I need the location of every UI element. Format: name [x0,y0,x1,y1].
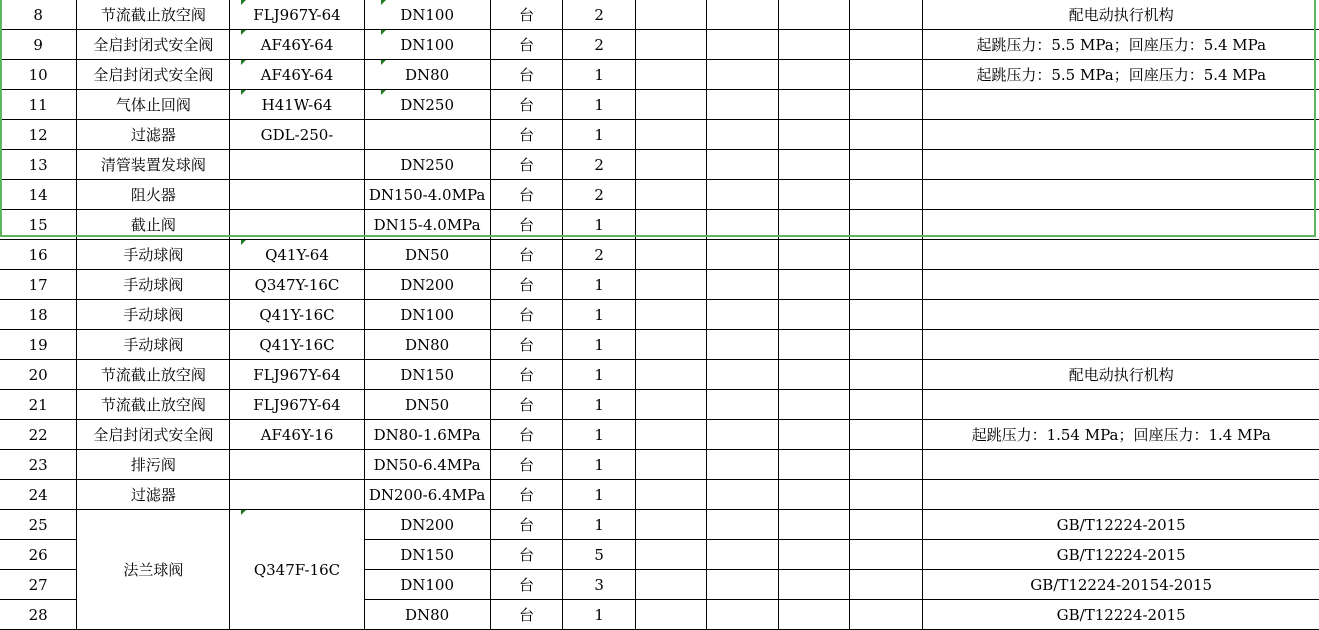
cell-model[interactable]: FLJ967Y-64 [230,360,364,390]
cell-qty[interactable]: 1 [563,210,635,240]
cell-no[interactable]: 27 [0,570,77,600]
cell-empty-2[interactable] [707,30,779,60]
cell-model[interactable]: AF46Y-16 [230,420,364,450]
cell-unit[interactable]: 台 [490,450,563,480]
cell-spec[interactable]: DN80-1.6MPa [364,420,490,450]
cell-unit[interactable]: 台 [490,300,563,330]
cell-note[interactable] [923,120,1319,150]
cell-empty-2[interactable] [707,240,779,270]
cell-empty-1[interactable] [635,360,706,390]
cell-empty-3[interactable] [779,30,850,60]
cell-note[interactable]: GB/T12224-2015 [923,510,1319,540]
cell-empty-1[interactable] [635,270,706,300]
cell-note[interactable] [923,390,1319,420]
cell-model[interactable]: Q41Y-64 [230,240,364,270]
cell-empty-3[interactable] [779,180,850,210]
cell-model[interactable]: FLJ967Y-64 [230,0,364,30]
cell-unit[interactable]: 台 [490,480,563,510]
cell-spec[interactable]: DN100 [364,0,490,30]
cell-empty-2[interactable] [707,570,779,600]
cell-empty-3[interactable] [779,420,850,450]
cell-name[interactable]: 过滤器 [77,480,230,510]
cell-note[interactable]: 起跳压力：5.5 MPa；回座压力：5.4 MPa [923,60,1319,90]
cell-unit[interactable]: 台 [490,510,563,540]
cell-spec[interactable]: DN200-6.4MPa [364,480,490,510]
cell-empty-1[interactable] [635,330,706,360]
cell-spec[interactable] [364,120,490,150]
table-row [0,60,1319,90]
cell-empty-3[interactable] [779,600,850,630]
cell-empty-2[interactable] [707,600,779,630]
cell-empty-2[interactable] [707,180,779,210]
cell-empty-1[interactable] [635,150,706,180]
table-row [0,90,1319,120]
cell-name[interactable]: 气体止回阀 [77,90,230,120]
cell-empty-4[interactable] [850,600,923,630]
cell-spec[interactable]: DN150 [364,540,490,570]
cell-empty-4[interactable] [850,60,923,90]
cell-empty-3[interactable] [779,150,850,180]
cell-empty-4[interactable] [850,270,923,300]
cell-no[interactable]: 13 [0,150,77,180]
cell-empty-2[interactable] [707,150,779,180]
cell-empty-2[interactable] [707,540,779,570]
cell-unit[interactable]: 台 [490,120,563,150]
cell-no[interactable]: 9 [0,30,77,60]
cell-note[interactable]: GB/T12224-2015 [923,600,1319,630]
cell-empty-4[interactable] [850,0,923,30]
cell-empty-3[interactable] [779,240,850,270]
table-row [0,0,1319,30]
cell-empty-2[interactable] [707,210,779,240]
cell-empty-3[interactable] [779,570,850,600]
cell-qty[interactable]: 1 [563,600,635,630]
cell-spec[interactable]: DN200 [364,270,490,300]
cell-note[interactable]: GB/T12224-2015 [923,540,1319,570]
cell-no[interactable]: 24 [0,480,77,510]
cell-spec[interactable]: DN80 [364,330,490,360]
cell-no[interactable]: 20 [0,360,77,390]
cell-empty-1[interactable] [635,390,706,420]
cell-empty-1[interactable] [635,30,706,60]
table-row [0,420,1319,450]
cell-empty-4[interactable] [850,330,923,360]
table-row [0,210,1319,240]
cell-qty[interactable]: 2 [563,0,635,30]
cell-model[interactable]: H41W-64 [230,90,364,120]
cell-empty-2[interactable] [707,420,779,450]
cell-no[interactable]: 16 [0,240,77,270]
cell-empty-2[interactable] [707,300,779,330]
cell-no[interactable]: 23 [0,450,77,480]
cell-note[interactable] [923,480,1319,510]
cell-empty-4[interactable] [850,570,923,600]
cell-qty[interactable]: 5 [563,540,635,570]
cell-empty-3[interactable] [779,210,850,240]
cell-name[interactable]: 全启封闭式安全阀 [77,60,230,90]
cell-model[interactable]: FLJ967Y-64 [230,390,364,420]
cell-unit[interactable]: 台 [490,600,563,630]
cell-unit[interactable]: 台 [490,0,563,30]
cell-empty-3[interactable] [779,330,850,360]
cell-no[interactable]: 14 [0,180,77,210]
cell-spec[interactable]: DN250 [364,90,490,120]
cell-name[interactable]: 手动球阀 [77,240,230,270]
cell-name[interactable]: 手动球阀 [77,270,230,300]
cell-qty[interactable]: 1 [563,90,635,120]
table-row [0,360,1319,390]
cell-model[interactable] [230,450,364,480]
cell-qty[interactable]: 1 [563,450,635,480]
table-row [0,450,1319,480]
cell-model[interactable] [230,210,364,240]
cell-unit[interactable]: 台 [490,330,563,360]
cell-empty-1[interactable] [635,570,706,600]
cell-unit[interactable]: 台 [490,570,563,600]
cell-qty[interactable]: 3 [563,570,635,600]
cell-spec[interactable]: DN80 [364,600,490,630]
cell-name[interactable]: 节流截止放空阀 [77,0,230,30]
cell-no[interactable]: 17 [0,270,77,300]
cell-spec[interactable]: DN100 [364,570,490,600]
cell-name[interactable]: 手动球阀 [77,300,230,330]
cell-empty-1[interactable] [635,480,706,510]
cell-name[interactable]: 过滤器 [77,120,230,150]
cell-empty-1[interactable] [635,300,706,330]
cell-model[interactable]: Q347Y-16C [230,270,364,300]
cell-qty[interactable]: 2 [563,180,635,210]
cell-unit[interactable]: 台 [490,270,563,300]
cell-model[interactable]: AF46Y-64 [230,60,364,90]
cell-note[interactable]: 配电动执行机构 [923,0,1319,30]
cell-empty-2[interactable] [707,480,779,510]
cell-model-merged[interactable]: Q347F-16C [230,510,364,630]
cell-spec[interactable]: DN150 [364,360,490,390]
cell-unit[interactable]: 台 [490,30,563,60]
cell-empty-2[interactable] [707,60,779,90]
cell-empty-2[interactable] [707,360,779,390]
cell-empty-3[interactable] [779,450,850,480]
cell-empty-4[interactable] [850,120,923,150]
cell-empty-3[interactable] [779,300,850,330]
cell-empty-1[interactable] [635,90,706,120]
cell-name[interactable]: 清管装置发球阀 [77,150,230,180]
cell-empty-1[interactable] [635,180,706,210]
cell-no[interactable]: 11 [0,90,77,120]
cell-unit[interactable]: 台 [490,180,563,210]
cell-name[interactable]: 手动球阀 [77,330,230,360]
cell-empty-1[interactable] [635,60,706,90]
cell-qty[interactable]: 2 [563,240,635,270]
cell-empty-4[interactable] [850,450,923,480]
cell-qty[interactable]: 1 [563,480,635,510]
cell-note[interactable]: GB/T12224-20154-2015 [923,570,1319,600]
cell-no[interactable]: 18 [0,300,77,330]
cell-note[interactable] [923,240,1319,270]
cell-spec[interactable]: DN250 [364,150,490,180]
cell-note[interactable] [923,270,1319,300]
cell-empty-4[interactable] [850,510,923,540]
cell-name[interactable]: 节流截止放空阀 [77,360,230,390]
cell-note[interactable]: 起跳压力：1.54 MPa；回座压力：1.4 MPa [923,420,1319,450]
cell-empty-3[interactable] [779,0,850,30]
cell-spec[interactable]: DN150-4.0MPa [364,180,490,210]
cell-model[interactable] [230,180,364,210]
cell-empty-3[interactable] [779,480,850,510]
cell-empty-2[interactable] [707,390,779,420]
table-row [0,300,1319,330]
cell-empty-2[interactable] [707,270,779,300]
cell-spec[interactable]: DN80 [364,60,490,90]
cell-empty-4[interactable] [850,210,923,240]
cell-note[interactable] [923,150,1319,180]
cell-no[interactable]: 10 [0,60,77,90]
cell-note[interactable] [923,210,1319,240]
cell-spec[interactable]: DN100 [364,30,490,60]
cell-empty-4[interactable] [850,150,923,180]
cell-unit[interactable]: 台 [490,60,563,90]
cell-model[interactable]: Q41Y-16C [230,330,364,360]
cell-empty-4[interactable] [850,300,923,330]
cell-empty-2[interactable] [707,510,779,540]
cell-empty-1[interactable] [635,450,706,480]
cell-qty[interactable]: 1 [563,120,635,150]
cell-empty-3[interactable] [779,90,850,120]
cell-spec[interactable]: DN50 [364,240,490,270]
cell-name[interactable]: 全启封闭式安全阀 [77,30,230,60]
cell-empty-4[interactable] [850,480,923,510]
cell-empty-4[interactable] [850,420,923,450]
cell-qty[interactable]: 2 [563,150,635,180]
cell-empty-1[interactable] [635,120,706,150]
cell-empty-3[interactable] [779,390,850,420]
cell-qty[interactable]: 1 [563,510,635,540]
cell-unit[interactable]: 台 [490,210,563,240]
cell-unit[interactable]: 台 [490,150,563,180]
cell-spec[interactable]: DN50-6.4MPa [364,450,490,480]
cell-empty-1[interactable] [635,0,706,30]
cell-model[interactable] [230,150,364,180]
cell-empty-4[interactable] [850,90,923,120]
cell-empty-2[interactable] [707,120,779,150]
cell-no[interactable]: 26 [0,540,77,570]
cell-empty-2[interactable] [707,450,779,480]
cell-empty-4[interactable] [850,180,923,210]
cell-empty-1[interactable] [635,240,706,270]
cell-name[interactable]: 阻火器 [77,180,230,210]
cell-unit[interactable]: 台 [490,390,563,420]
cell-qty[interactable]: 1 [563,390,635,420]
table-row [0,120,1319,150]
cell-note[interactable] [923,300,1319,330]
cell-no[interactable]: 21 [0,390,77,420]
table-row [0,480,1319,510]
cell-note[interactable] [923,180,1319,210]
cell-empty-2[interactable] [707,330,779,360]
table-row [0,330,1319,360]
cell-no[interactable]: 28 [0,600,77,630]
cell-name[interactable]: 截止阀 [77,210,230,240]
cell-model[interactable]: Q41Y-16C [230,300,364,330]
cell-note[interactable]: 配电动执行机构 [923,360,1319,390]
cell-note[interactable] [923,90,1319,120]
table-row [0,240,1319,270]
table-row [0,270,1319,300]
cell-empty-3[interactable] [779,120,850,150]
cell-empty-1[interactable] [635,540,706,570]
cell-empty-3[interactable] [779,270,850,300]
cell-empty-3[interactable] [779,510,850,540]
cell-empty-3[interactable] [779,60,850,90]
cell-empty-4[interactable] [850,390,923,420]
cell-model[interactable]: AF46Y-64 [230,30,364,60]
cell-no[interactable]: 19 [0,330,77,360]
cell-spec[interactable]: DN200 [364,510,490,540]
table-row [0,390,1319,420]
cell-qty[interactable]: 1 [563,330,635,360]
cell-qty[interactable]: 1 [563,420,635,450]
cell-spec[interactable]: DN50 [364,390,490,420]
cell-empty-4[interactable] [850,360,923,390]
cell-name[interactable]: 全启封闭式安全阀 [77,420,230,450]
cell-empty-1[interactable] [635,510,706,540]
cell-name[interactable]: 排污阀 [77,450,230,480]
cell-qty[interactable]: 1 [563,360,635,390]
table-row [0,150,1319,180]
cell-no[interactable]: 22 [0,420,77,450]
cell-unit[interactable]: 台 [490,240,563,270]
cell-empty-4[interactable] [850,30,923,60]
cell-no[interactable]: 12 [0,120,77,150]
cell-qty[interactable]: 1 [563,270,635,300]
cell-note[interactable] [923,450,1319,480]
cell-qty[interactable]: 1 [563,60,635,90]
cell-qty[interactable]: 2 [563,30,635,60]
cell-unit[interactable]: 台 [490,360,563,390]
cell-no[interactable]: 25 [0,510,77,540]
cell-empty-2[interactable] [707,90,779,120]
cell-empty-2[interactable] [707,0,779,30]
cell-empty-3[interactable] [779,540,850,570]
cell-empty-4[interactable] [850,540,923,570]
cell-name-merged[interactable]: 法兰球阀 [77,510,230,630]
cell-empty-1[interactable] [635,600,706,630]
cell-qty[interactable]: 1 [563,300,635,330]
cell-unit[interactable]: 台 [490,540,563,570]
cell-spec[interactable]: DN100 [364,300,490,330]
cell-empty-1[interactable] [635,210,706,240]
cell-spec[interactable]: DN15-4.0MPa [364,210,490,240]
table-row [0,510,1319,540]
cell-note[interactable]: 起跳压力：5.5 MPa；回座压力：5.4 MPa [923,30,1319,60]
cell-unit[interactable]: 台 [490,420,563,450]
cell-name[interactable]: 节流截止放空阀 [77,390,230,420]
cell-model[interactable] [230,480,364,510]
cell-no[interactable]: 8 [0,0,77,30]
cell-empty-3[interactable] [779,360,850,390]
cell-unit[interactable]: 台 [490,90,563,120]
cell-no[interactable]: 15 [0,210,77,240]
table-row [0,180,1319,210]
cell-empty-4[interactable] [850,240,923,270]
cell-model[interactable]: GDL-250- [230,120,364,150]
cell-note[interactable] [923,330,1319,360]
table-row [0,30,1319,60]
cell-empty-1[interactable] [635,420,706,450]
